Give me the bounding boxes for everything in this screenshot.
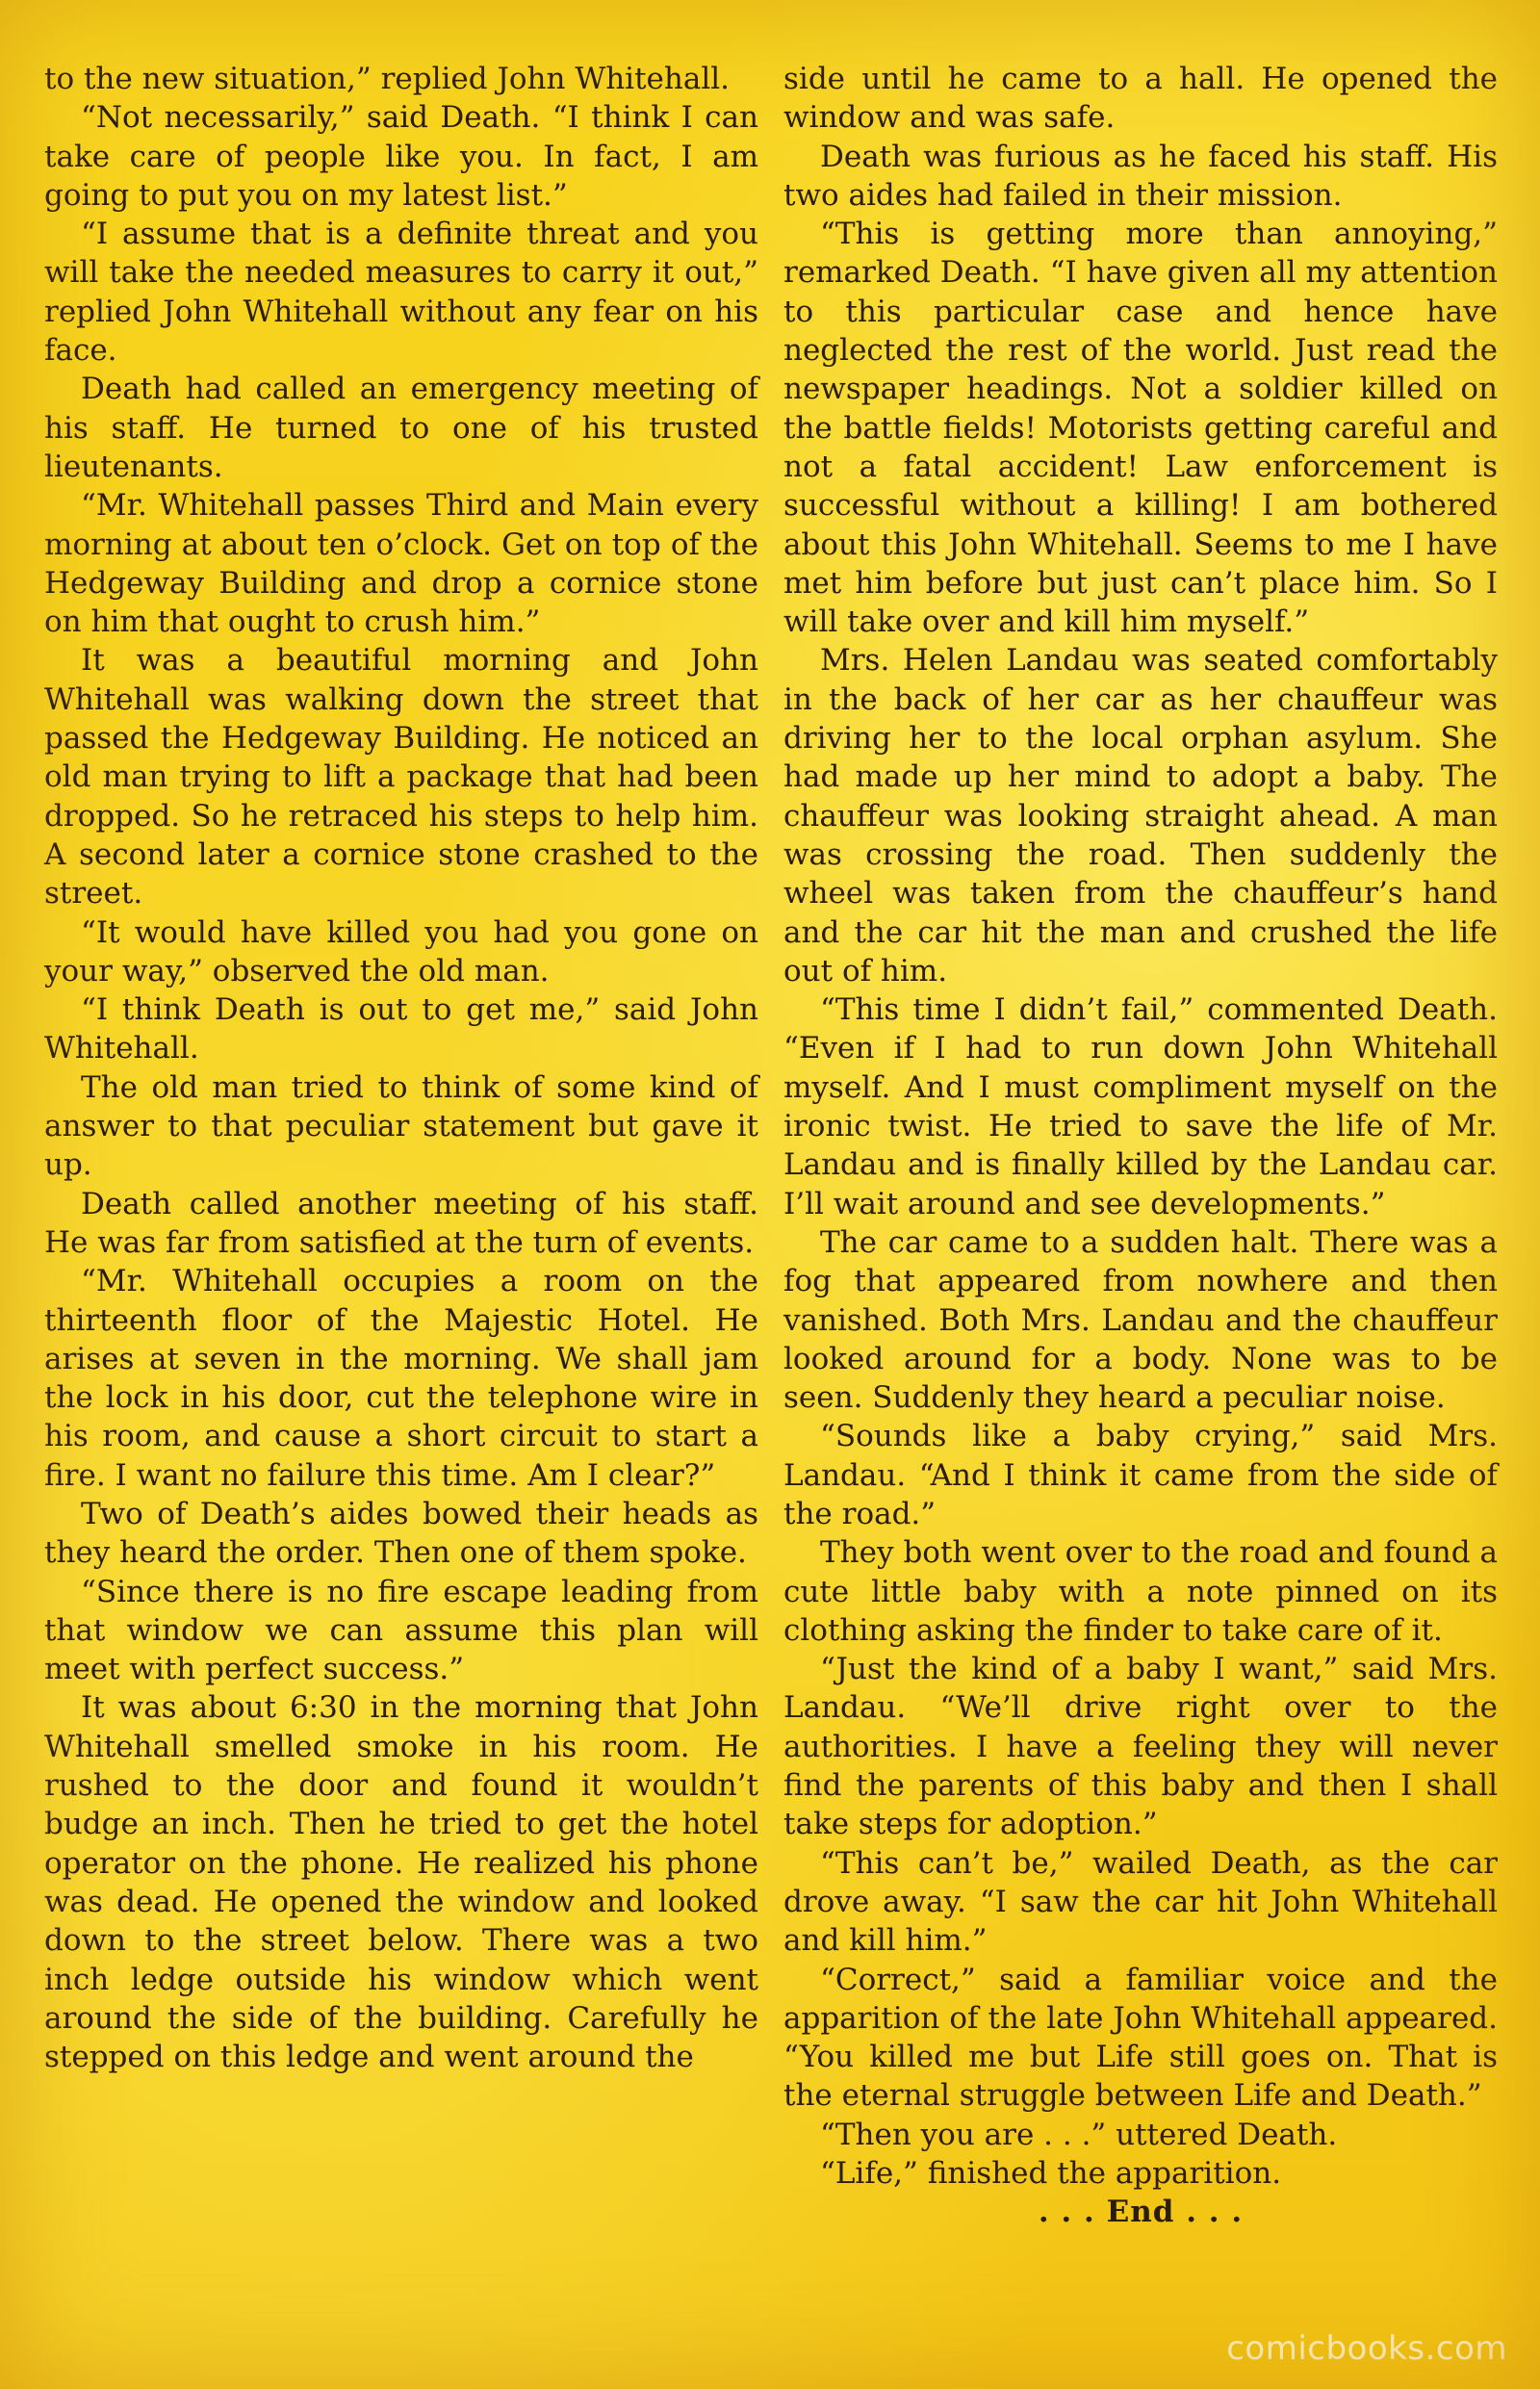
watermark: comicbooks.com: [1226, 2329, 1507, 2368]
paragraph: “It would have killed you had you gone on your way,” observed the old man.: [44, 914, 758, 989]
paragraph: It was a beautiful morning and John Whitehall was walking down the street that passed the Hedgeway Building. He noticed an old man trying to lift a package that had been dropped. So he retraced his steps to help him. A second later a cornice stone crashed to the street.: [44, 643, 758, 912]
paragraph: “Mr. Whitehall occupies a room on the thirteenth floor of the Majestic Hotel. He arises at seven in the morning. We shall jam the lock in his door, cut the telephone wire in his room, and cause a short circuit to start a fire. I want no failure this time. Am I clear?”: [44, 1264, 758, 1493]
paragraph: side until he came to a hall. He opened the window and was safe.: [783, 62, 1498, 136]
paragraph: “This is getting more than annoying,” remarked Death. “I have given all my attention to this particular case and hence have neglected the rest of the world. Just read the newspaper headings. Not a soldier killed on the battle fields! Motorists getting careful and not a fatal accident! Law enforcement is successful without a killing! I am bothered about this John Whitehall. Seems to me I have met him before but just can’t place him. So I will take over and kill him myself.”: [783, 217, 1498, 640]
paragraph: “Sounds like a baby crying,” said Mrs. Landau. “And I think it came from the side of the road.”: [783, 1419, 1498, 1531]
right-column: [783, 60, 1498, 2232]
paragraph: The car came to a sudden halt. There was a fog that appeared from nowhere and then vanished. Both Mrs. Landau and the chauffeur looked around for a body. None was to be seen. Suddenly they heard a peculiar noise.: [783, 1224, 1498, 1416]
paragraph: Death had called an emergency meeting of his staff. He turned to one of his trusted lieutenants.: [44, 372, 758, 484]
paragraph: “Since there is no fire escape leading from that window we can assume this plan will meet with perfect success.”: [44, 1574, 758, 1687]
paragraph: Mrs. Helen Landau was seated comfortably in the back of her car as her chauffeur was driving her to the local orphan asylum. She had made up her mind to adopt a baby. The chauffeur was looking straight ahead. A man was crossing the road. Then suddenly the wheel was taken from the chauffeur’s hand and the car hit the man and crushed the life out of him.: [783, 643, 1498, 989]
paragraph: “Then you are . . .” uttered Death.: [820, 2117, 1338, 2152]
paragraph: “Correct,” said a familiar voice and the apparition of the late John Whitehall appeared. “You killed me but Life still goes on. That is the eternal struggle between Life and Death.”: [783, 1962, 1498, 2114]
paragraph: “I assume that is a definite threat and you will take the needed measures to carry it out,” replied John Whitehall without any fear on his face.: [44, 217, 758, 369]
paragraph: Death called another meeting of his staff. He was far from satisfied at the turn of events.: [44, 1186, 758, 1260]
paragraph: “Just the kind of a baby I want,” said Mrs. Landau. “We’ll drive right over to the authorities. I have a feeling they will never find the parents of this baby and then I shall take steps for adoption.”: [783, 1652, 1498, 1842]
paragraph: “Not necessarily,” said Death. “I think I can take care of people like you. In fact, I am going to put you on my latest list.”: [44, 100, 758, 213]
paragraph: to the new situation,” replied John Whitehall.: [44, 62, 731, 96]
paragraph: “Life,” finished the apparition.: [820, 2156, 1282, 2192]
paragraph: It was about 6:30 in the morning that John Whitehall smelled smoke in his room. He rushed to the door and found it wouldn’t budge an inch. Then he tried to get the hotel operator on the phone. He realized his phone was dead. He opened the window and looked down to the street below. There was a two inch ledge outside his window which went around the side of the building. Carefully he stepped on this ledge and went around the: [44, 1690, 758, 2075]
paragraph: Death was furious as he faced his staff. His two aides had failed in their mission.: [783, 139, 1498, 213]
end-marker: . . . End . . .: [1038, 2195, 1244, 2230]
paragraph: “I think Death is out to get me,” said John Whitehall.: [44, 992, 758, 1066]
paragraph: Two of Death’s aides bowed their heads as they heard the order. Then one of them spoke.: [44, 1496, 758, 1571]
paragraph: They both went over to the road and found a cute little baby with a note pinned on its clothing asking the finder to take care of it.: [783, 1535, 1498, 1648]
paragraph: The old man tried to think of some kind of answer to that peculiar statement but gave it up.: [44, 1069, 758, 1183]
paragraph: “This can’t be,” wailed Death, as the car drove away. “I saw the car hit John Whitehall and kill him.”: [783, 1845, 1498, 1959]
left-column: [44, 60, 758, 2076]
paragraph: “Mr. Whitehall passes Third and Main every morning at about ten o’clock. Get on top of the Hedgeway Building and drop a cornice stone on him that ought to crush him.”: [44, 488, 758, 640]
paragraph: “This time I didn’t fail,” commented Death. “Even if I had to run down John Whitehall myself. And I must compliment myself on the ironic twist. He tried to save the life of Mr. Landau and is finally killed by the Landau car. I’ll wait around and see developments.”: [783, 992, 1498, 1221]
